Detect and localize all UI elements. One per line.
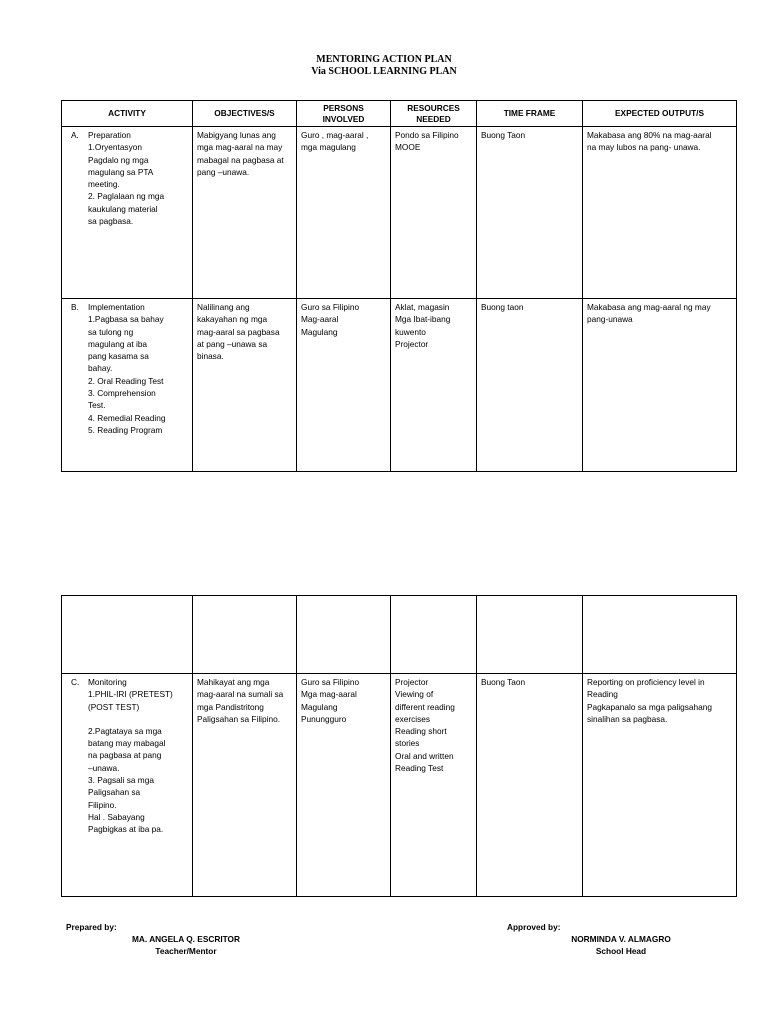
empty-cell <box>391 596 477 674</box>
resources-cell: Projector Viewing of different reading exercises Reading short stories Oral and written Reading Test <box>391 674 477 897</box>
header-objectives: OBJECTIVES/S <box>193 101 297 127</box>
table-header-row <box>62 101 737 127</box>
objectives-cell: Nalilinang ang kakayahan ng mga mag-aaral sa pagbasa at pang –unawa sa binasa. <box>193 299 297 472</box>
activity-cell <box>62 299 193 472</box>
expected-output-cell: Reporting on proficiency level in Reading Pagkapanalo sa mga paligsahang sinalihan sa pagbasa. <box>583 674 737 897</box>
prepared-by-label: Prepared by: <box>66 922 117 932</box>
table-row <box>62 127 737 299</box>
expected-output-cell: Makabasa ang mag-aaral ng may pang-unawa <box>583 299 737 472</box>
empty-cell <box>477 596 583 674</box>
time-frame-cell: Buong Taon <box>477 674 583 897</box>
approved-by-label: Approved by: <box>507 922 561 932</box>
approved-by-title: School Head <box>595 946 647 956</box>
time-frame-cell: Buong taon <box>477 299 583 472</box>
activity-text: Implementation 1.Pagbasa sa bahay sa tulong ng magulang at iba pang kasama sa bahay. 2. Oral Reading Test 3. Comprehension Test. 4. Remedial Reading 5. Reading Program <box>88 302 166 435</box>
resources-cell: Pondo sa Filipino MOOE <box>391 127 477 299</box>
approved-by-name: NORMINDA V. ALMAGRO <box>571 934 671 944</box>
resources-cell: Aklat, magasin Mga Ibat-ibang kuwento Projector <box>391 299 477 472</box>
empty-cell <box>193 596 297 674</box>
action-plan-table-continued <box>61 595 737 897</box>
objectives-cell: Mabigyang lunas ang mga mag-aaral na may mabagal na pagbasa at pang –unawa. <box>193 127 297 299</box>
activity-cell <box>62 674 193 897</box>
activity-text-continued: 2.Pagtataya sa mga batang may mabagal na pagbasa at pang –unawa. 3. Pagsali sa mga Paligsahan sa Filipino. Hal . Sabayang Pagbigkas at iba pa. <box>88 725 166 835</box>
prepared-by-name: MA. ANGELA Q. ESCRITOR <box>131 934 241 944</box>
table-row <box>62 674 737 897</box>
activity-letter: C. <box>71 677 80 687</box>
objectives-cell: Mahikayat ang mga mag-aaral na sumali sa mga Pandistritong Paligsahan sa Filipino. <box>193 674 297 897</box>
time-frame-cell: Buong Taon <box>477 127 583 299</box>
empty-cell <box>297 596 391 674</box>
expected-output-cell: Makabasa ang 80% na mag-aaral na may lubos na pang- unawa. <box>583 127 737 299</box>
table-row <box>62 299 737 472</box>
activity-letter: A. <box>71 130 79 140</box>
document-title: MENTORING ACTION PLAN <box>316 54 452 65</box>
header-persons: PERSONS INVOLVED <box>297 101 391 127</box>
header-expected-output: EXPECTED OUTPUT/S <box>583 101 737 127</box>
persons-cell: Guro , mag-aaral , mga magulang <box>297 127 391 299</box>
persons-cell: Guro sa Filipino Mag-aaral Magulang <box>297 299 391 472</box>
prepared-by-block <box>66 921 117 933</box>
header-resources: RESOURCES NEEDED <box>391 101 477 127</box>
document-subtitle: Via SCHOOL LEARNING PLAN <box>311 66 457 77</box>
empty-cell <box>62 596 193 674</box>
header-activity: ACTIVITY <box>62 101 193 127</box>
action-plan-table <box>61 100 737 472</box>
activity-letter: B. <box>71 302 79 312</box>
prepared-by-title: Teacher/Mentor <box>155 946 217 956</box>
activity-text: Monitoring 1.PHIL-IRI (PRETEST) (POST TEST) <box>88 677 173 712</box>
empty-cell <box>583 596 737 674</box>
table-row-empty <box>62 596 737 674</box>
approved-by-signatory <box>562 933 680 957</box>
activity-text: Preparation 1.Oryentasyon Pagdalo ng mga magulang sa PTA meeting. 2. Paglalaan ng mga kaukulang material sa pagbasa. <box>88 130 165 227</box>
activity-cell <box>62 127 193 299</box>
prepared-by-signatory <box>131 933 241 957</box>
header-time-frame: TIME FRAME <box>477 101 583 127</box>
persons-cell: Guro sa Filipino Mga mag-aaral Magulang Punungguro <box>297 674 391 897</box>
approved-by-block <box>507 921 560 933</box>
